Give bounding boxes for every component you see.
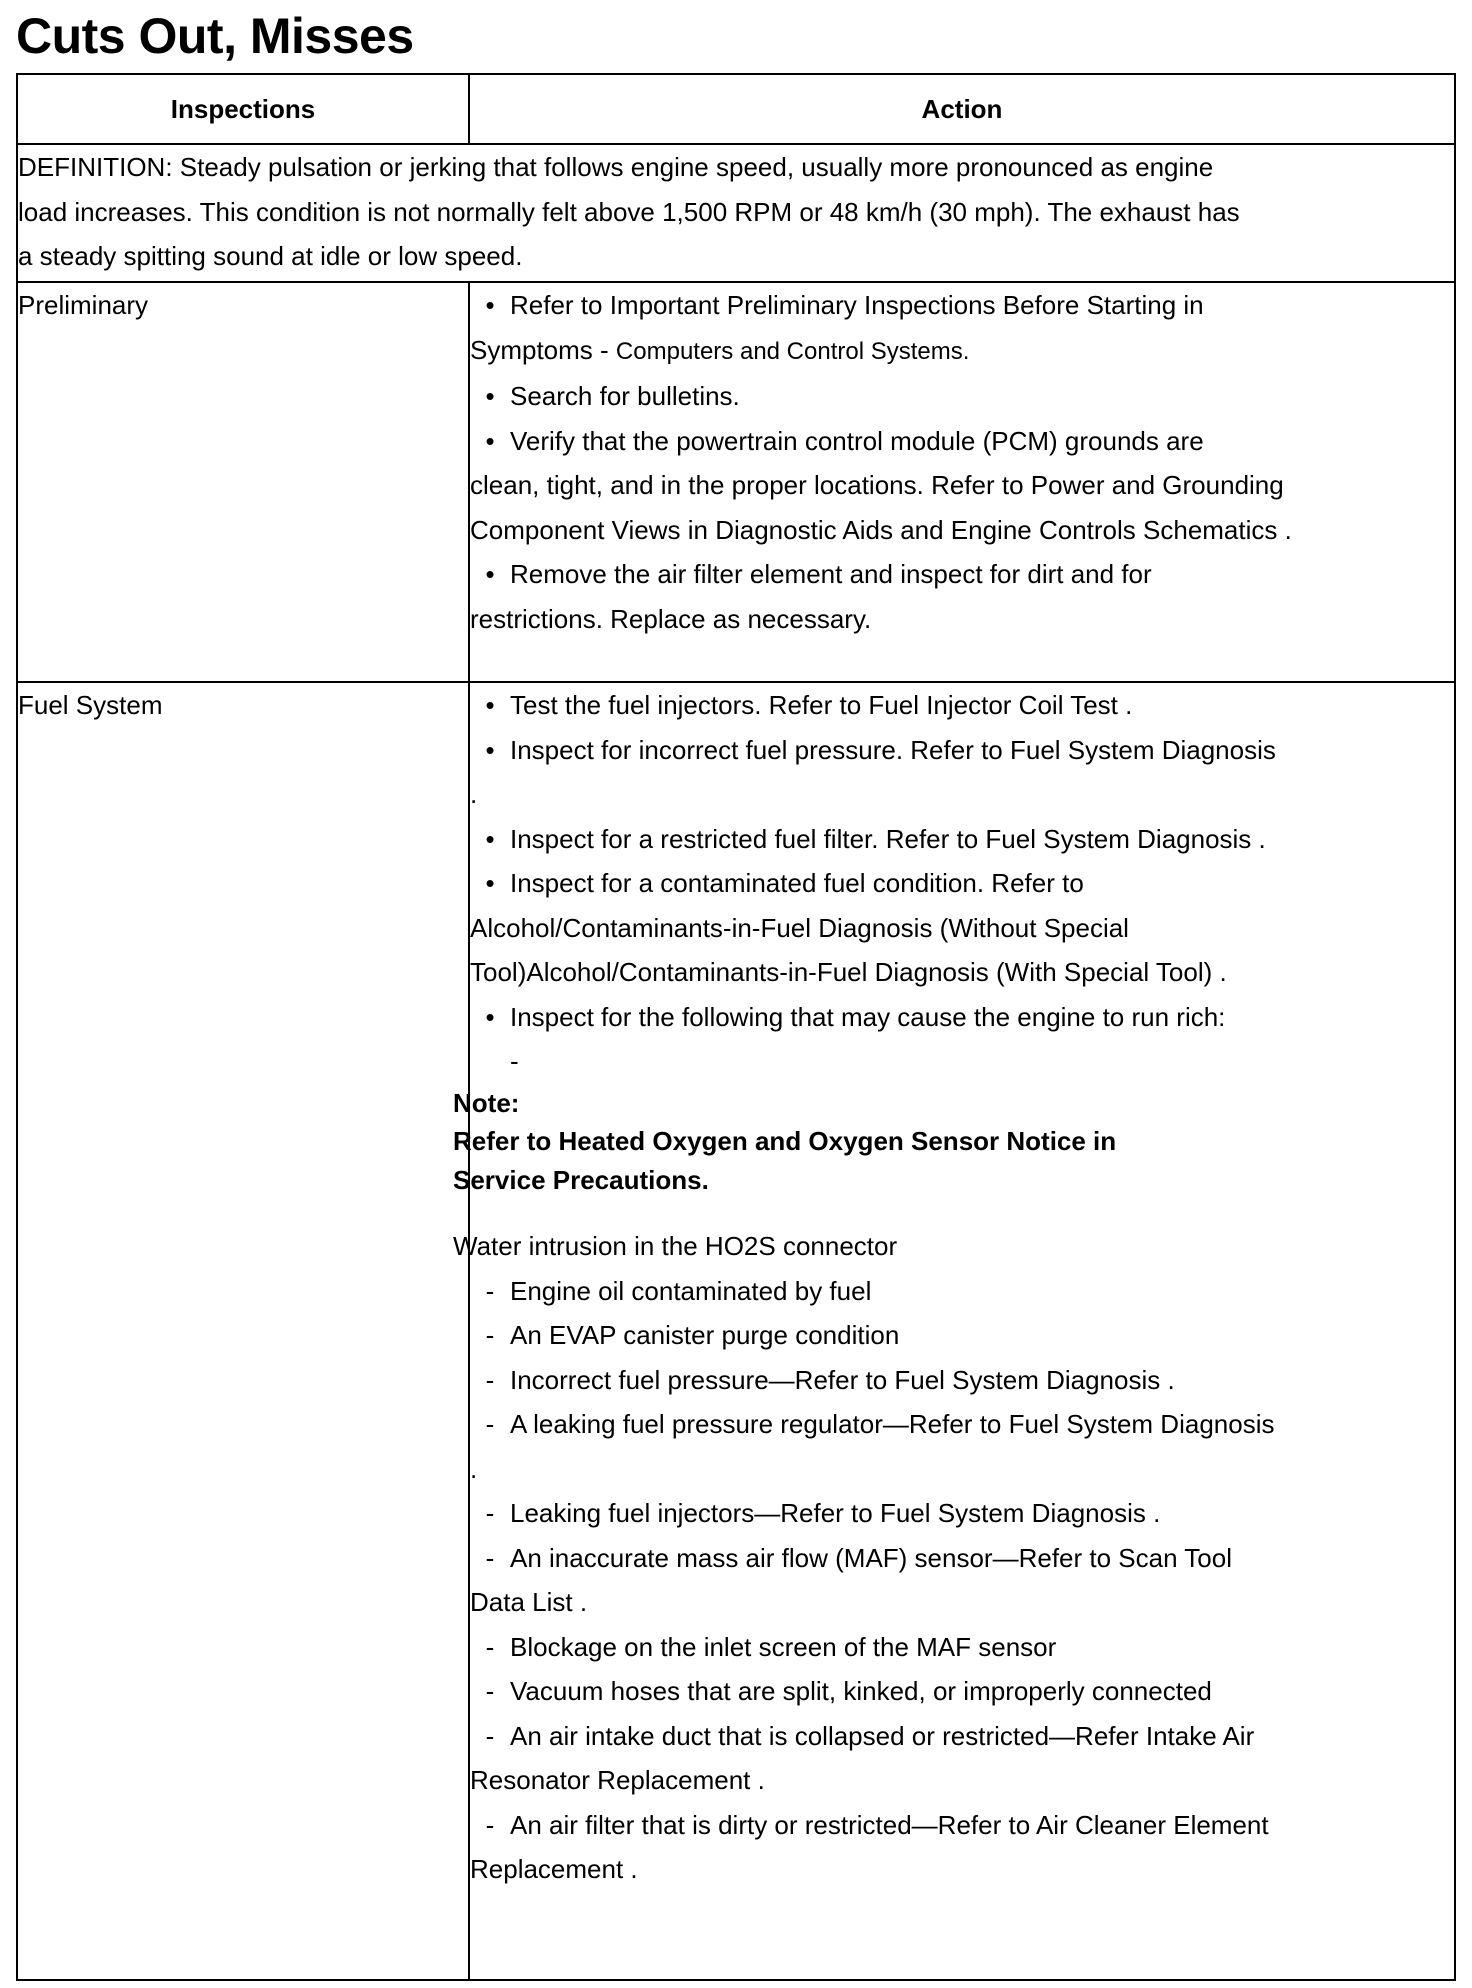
list-item-continuation: Alcohol/Contaminants-in-Fuel Diagnosis (Without Special — [470, 912, 1129, 943]
list-item-continuation: restrictions. Replace as necessary. — [470, 603, 872, 634]
spacer — [470, 1199, 1454, 1224]
dash-icon: - — [485, 1809, 495, 1840]
list-item — [470, 1269, 1454, 1314]
item-text: Search for bulletins. — [510, 381, 740, 411]
item-text: Verify that the powertrain control module (PCM) grounds are — [510, 425, 1204, 456]
list-item-continuation: Resonator Replacement . — [470, 1765, 765, 1795]
list-item — [470, 1402, 1454, 1447]
list-item — [470, 1803, 1454, 1848]
item-text: Inspect for a restricted fuel filter. Refer to Fuel System Diagnosis . — [510, 823, 1266, 854]
table-row-preliminary — [17, 282, 1455, 682]
item-text: Engine oil contaminated by fuel — [510, 1275, 872, 1306]
list-item — [470, 1358, 1454, 1403]
item-text: Inspect for incorrect fuel pressure. Refer to Fuel System Diagnosis — [510, 734, 1276, 765]
action-cell-preliminary — [469, 282, 1455, 682]
list-item-continuation: Replacement . — [470, 1854, 638, 1884]
definition-cell — [17, 144, 1455, 282]
bullet-icon: • — [485, 1001, 495, 1032]
list-item — [470, 1536, 1454, 1581]
dash-icon: - — [485, 1275, 495, 1306]
definition-line: a steady spitting sound at idle or low speed. — [18, 241, 523, 271]
sub-dash: - — [510, 1046, 519, 1076]
item-text: Vacuum hoses that are split, kinked, or improperly connected — [510, 1676, 1212, 1706]
bullet-icon: • — [485, 868, 495, 898]
list-item: Water intrusion in the HO2S connector — [453, 1231, 898, 1261]
item-text: Symptoms - — [470, 334, 609, 365]
bullet-icon: • — [485, 290, 495, 320]
definition-row — [17, 144, 1455, 282]
list-item — [470, 1714, 1454, 1759]
bullet-icon: • — [485, 690, 495, 720]
item-text: Refer to Important Preliminary Inspections Before Starting in — [510, 290, 1204, 320]
list-item — [470, 552, 1454, 597]
note-text: Service Precautions. — [453, 1164, 709, 1195]
list-item — [470, 1491, 1454, 1536]
list-item-continuation: Tool)Alcohol/Contaminants-in-Fuel Diagnosis (With Special Tool) . — [470, 957, 1227, 987]
item-text: Incorrect fuel pressure—Refer to Fuel System Diagnosis . — [510, 1364, 1175, 1395]
page-title: Cuts Out, Misses — [16, 8, 414, 64]
item-text: Remove the air filter element and inspect for dirt and for — [510, 559, 1152, 589]
note-text: Refer to Heated Oxygen and Oxygen Sensor Notice in — [453, 1126, 1117, 1156]
inspection-table — [16, 73, 1456, 1981]
list-item-continuation: Data List . — [470, 1587, 588, 1617]
dash-icon: - — [485, 1498, 495, 1528]
list-item — [470, 1669, 1454, 1714]
item-text: An inaccurate mass air flow (MAF) sensor—Refer to Scan Tool — [510, 1542, 1233, 1573]
definition-line: DEFINITION: Steady pulsation or jerking that follows engine speed, usually more pronounced as engine — [18, 152, 1214, 182]
note-block — [453, 1084, 1454, 1200]
list-item — [470, 1313, 1454, 1358]
note-label: Note: — [453, 1087, 520, 1118]
dash-icon: - — [485, 1720, 495, 1751]
dash-icon: - — [485, 1631, 495, 1662]
item-text: Test the fuel injectors. Refer to Fuel Injector Coil Test . — [510, 690, 1133, 720]
inspection-label-fuel-system: Fuel System — [17, 682, 469, 1980]
list-item-continuation — [470, 328, 1454, 375]
list-item — [470, 861, 1454, 906]
inspection-label-preliminary: Preliminary — [17, 282, 469, 682]
dash-icon: - — [485, 1364, 495, 1395]
bullet-icon: • — [485, 823, 495, 854]
table-header-row — [17, 74, 1455, 144]
list-item — [470, 683, 1454, 728]
item-text: A leaking fuel pressure regulator—Refer to Fuel System Diagnosis — [510, 1409, 1275, 1439]
table-row-fuel-system — [17, 682, 1455, 1980]
item-text: Leaking fuel injectors—Refer to Fuel System Diagnosis . — [510, 1498, 1161, 1528]
list-item — [470, 817, 1454, 862]
list-item-continuation: clean, tight, and in the proper locations. Refer to Power and Grounding — [470, 470, 1284, 500]
bullet-icon: • — [485, 734, 495, 765]
list-item-continuation: Component Views in Diagnostic Aids and Engine Controls Schematics . — [470, 514, 1292, 545]
item-text: Inspect for the following that may cause the engine to run rich: — [510, 1001, 1226, 1032]
list-item-continuation: . — [470, 779, 478, 809]
bullet-icon: • — [485, 381, 495, 411]
item-text: Inspect for a contaminated fuel condition. Refer to — [510, 868, 1084, 898]
item-text: Blockage on the inlet screen of the MAF sensor — [510, 1631, 1057, 1662]
list-item — [470, 1625, 1454, 1670]
definition-line: load increases. This condition is not normally felt above 1,500 RPM or 48 km/h (30 mph). The exhaust has — [18, 196, 1240, 227]
dash-icon: - — [485, 1320, 495, 1350]
item-text: An EVAP canister purge condition — [510, 1320, 900, 1350]
list-item-continuation: . — [470, 1453, 478, 1484]
item-text: An air intake duct that is collapsed or restricted—Refer Intake Air — [510, 1720, 1255, 1751]
list-item — [470, 419, 1454, 464]
item-text: Computers and Control Systems. — [615, 337, 970, 365]
action-cell-fuel-system — [453, 682, 1455, 1980]
dash-icon: - — [485, 1542, 495, 1573]
list-item — [470, 995, 1454, 1040]
list-item — [470, 374, 1454, 419]
list-item — [470, 728, 1454, 773]
header-inspections: Inspections — [17, 74, 469, 144]
list-item — [470, 283, 1454, 328]
item-text: An air filter that is dirty or restricted—Refer to Air Cleaner Element — [510, 1809, 1269, 1840]
dash-icon: - — [485, 1676, 495, 1706]
header-action: Action — [469, 74, 1455, 144]
dash-icon: - — [485, 1409, 495, 1439]
bullet-icon: • — [485, 559, 495, 589]
bullet-icon: • — [485, 425, 495, 456]
